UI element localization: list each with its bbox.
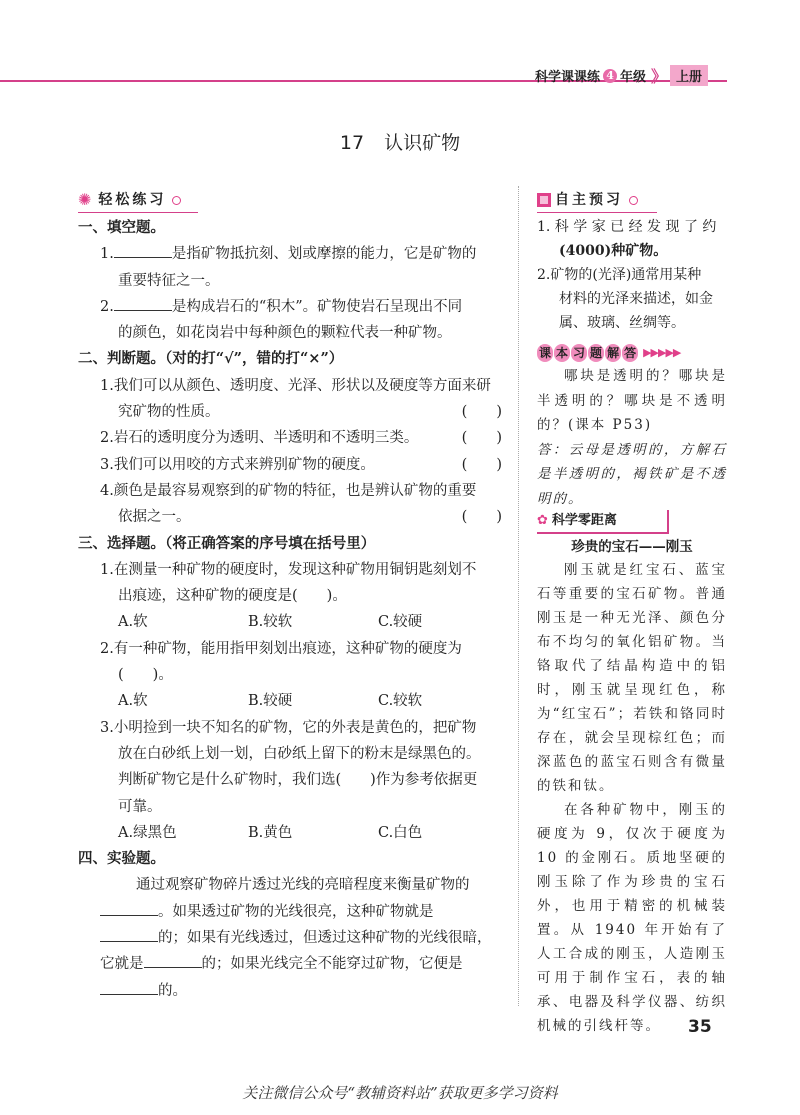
answer-paren[interactable]: ( ): [461, 430, 502, 447]
heading-fill: 一、填空题。: [78, 219, 165, 236]
grade-label: 年级: [620, 70, 647, 85]
banner-char: 解: [607, 346, 620, 361]
option-a[interactable]: A.绿黑色: [118, 824, 177, 841]
option-b[interactable]: B.黄色: [248, 824, 293, 841]
science-banner: [537, 510, 669, 534]
choice-q3-cont: 可靠。: [118, 798, 162, 815]
article-title: 珍贵的宝石——刚玉: [571, 539, 693, 555]
sunrise-book-icon: ✺: [78, 189, 95, 209]
answer-paren[interactable]: ( ): [461, 509, 502, 526]
option-c[interactable]: C.白色: [378, 824, 423, 841]
answer-blank[interactable]: [114, 294, 172, 311]
preview-2: 2.矿物的(光泽)通常用某种: [537, 267, 702, 283]
fill-q2: [78, 294, 508, 320]
answer-paren[interactable]: ( ): [461, 456, 502, 473]
footer-note: 关注微信公众号“教辅资料站”获取更多学习资料: [242, 1084, 558, 1102]
exp-line: 通过观察矿物碎片透过光线的亮暗程度来衡量矿物的: [136, 877, 470, 894]
grade-number: 4: [603, 69, 617, 83]
section-title: 自主预习: [555, 191, 623, 208]
lesson-number: 17: [339, 132, 365, 154]
preview-items: [537, 215, 727, 335]
lesson-title: 认识矿物: [384, 132, 461, 154]
preview-2-cont: 材料的光泽来描述，如金: [559, 291, 713, 307]
exp-line: [78, 925, 508, 951]
preview-block: [537, 188, 727, 335]
q-text-cont: 的颜色，如花岗岩中每种颜色的颗粒代表一种矿物。: [118, 325, 452, 342]
choice-q3-cont: 放在白砂纸上划一划，白砂纸上留下的粉末是绿黑色的。: [118, 745, 481, 762]
banner-char: 题: [590, 346, 603, 361]
judge-q4: 4.颜色是最容易观察到的矿物的特征，也是辨认矿物的重要: [100, 482, 477, 499]
section-title: 轻松练习: [98, 191, 167, 208]
circle-icon: [629, 196, 638, 205]
banner-char: 本: [556, 346, 569, 361]
chevron-icon: 》: [651, 67, 668, 86]
exp-text: 的；如果光线完全不能穿过矿物，它便是: [201, 956, 463, 973]
choice-q2-cont: ( )。: [118, 667, 173, 684]
circle-icon: [172, 196, 181, 205]
answer-blank[interactable]: [100, 978, 158, 995]
option-c[interactable]: C.较软: [378, 693, 423, 710]
banner-char: 习: [573, 346, 586, 361]
choice-q2: 2.有一种矿物，能用指甲刻划出痕迹，这种矿物的硬度为: [100, 640, 462, 657]
exp-text: 它就是: [100, 956, 144, 973]
page-number: 35: [688, 1017, 712, 1037]
q-text-cont: 重要特征之一。: [118, 272, 220, 289]
banner-char: 答: [624, 346, 637, 361]
q-num: 2.: [100, 298, 114, 315]
preview-1-cont: (4000)种矿物。: [559, 243, 668, 259]
heading-choice: 三、选择题。（将正确答案的序号填在括号里）: [78, 534, 376, 552]
exp-line: [78, 899, 508, 925]
column-divider: [518, 186, 519, 1006]
book-name: 科学课课练: [535, 70, 601, 85]
section-easy-practice: [78, 188, 198, 213]
option-b[interactable]: B.较软: [248, 614, 293, 631]
choice-q3-options: [78, 820, 508, 846]
preview-1: 1. 科 学 家 已 经 发 现 了 约: [537, 219, 717, 235]
q-text: 究矿物的性质。: [118, 404, 220, 421]
banner-char: 课: [539, 346, 552, 361]
fill-q1: [78, 241, 508, 267]
textbook-qa: [537, 364, 727, 511]
arrow-icons: ▶▶▶▶▶: [643, 346, 681, 359]
science-block: [537, 510, 727, 1038]
choice-q1-cont: 出痕迹，这种矿物的硬度是( )。: [118, 588, 347, 605]
judge-q1: 1.我们可以从颜色、透明度、光泽、形状以及硬度等方面来研: [100, 377, 491, 394]
choice-q3: 3.小明捡到一块不知名的矿物，它的外表是黄色的，把矿物: [100, 719, 477, 736]
section-preview: [537, 188, 657, 213]
answer-blank[interactable]: [100, 899, 158, 916]
banner-title: 科学零距离: [551, 512, 617, 528]
judge-q1-cont: [78, 399, 508, 425]
exp-text: 的；如果有光线透过，但透过这种矿物的光线很暗，: [158, 930, 492, 947]
running-header: [535, 64, 708, 87]
exp-text: 的。: [158, 982, 187, 999]
preview-2-cont: 属、玻璃、丝绸等。: [559, 315, 685, 331]
option-a[interactable]: A.软: [118, 693, 148, 710]
answer-blank[interactable]: [114, 241, 172, 258]
q-text: 3.我们可以用咬的方式来辨别矿物的硬度。: [100, 456, 375, 473]
page-title: [0, 128, 800, 155]
answer-blank[interactable]: [100, 925, 158, 942]
choice-q1: 1.在测量一种矿物的硬度时，发现这种矿物用铜钥匙刻划不: [100, 561, 477, 578]
judge-q2: [78, 425, 508, 451]
q-text: 依据之一。: [118, 509, 191, 526]
option-c[interactable]: C.较硬: [378, 614, 423, 631]
option-a[interactable]: A.软: [118, 614, 148, 631]
choice-q2-options: [78, 688, 508, 714]
q-text: 是构成岩石的“积木”。矿物使岩石呈现出不同: [171, 298, 463, 315]
article-paragraph: 刚玉就是红宝石、蓝宝石等重要的宝石矿物。普通刚玉是一种无光泽、颜色分布不均匀的氧化铝矿物。当铬取代了结晶构造中的铝时，刚玉就呈现红色，称为“红宝石”；若铁和铬同时存在，就会呈现棕红色；而深蓝色的蓝宝石则含有微量的铁和钛。: [537, 562, 727, 794]
volume-label: 上册: [670, 65, 708, 86]
q-num: 1.: [100, 246, 114, 263]
heading-experiment: 四、实验题。: [78, 850, 165, 868]
option-b[interactable]: B.较硬: [248, 693, 293, 710]
gift-icon: ✿: [537, 512, 548, 528]
textbook-answer: 答：云母是透明的，方解石是半透明的，褐铁矿是不透明的。: [537, 441, 727, 507]
answer-paren[interactable]: ( ): [461, 404, 502, 421]
textbook-answers-banner: [537, 340, 727, 366]
exp-line: [78, 978, 508, 1004]
q-text: 是指矿物抵抗刻、划或摩擦的能力，它是矿物的: [171, 246, 477, 263]
exp-text: 。如果透过矿物的光线很亮，这种矿物就是: [158, 903, 434, 920]
heading-judge: 二、判断题。（对的打“√”，错的打“×”）: [78, 350, 344, 368]
judge-q4-cont: [78, 504, 508, 530]
exercise-column: [78, 188, 508, 1004]
answer-blank[interactable]: [144, 951, 202, 968]
article-paragraph: 在各种矿物中，刚玉的硬度为 9，仅次于硬度为 10 的金刚石。质地坚硬的刚玉除了作为珍贵的宝石外，也用于精密的机械装置。从 1940 年开始有了人工合成的刚玉，人造刚玉可用于制作宝石，表的轴承、电器及科学仪器、纺织机械的引线杆等。: [537, 802, 727, 1034]
choice-q3-cont: 判断矿物它是什么矿物时，我们选( )作为参考依据更: [118, 772, 478, 789]
exp-line: [78, 951, 508, 977]
textbook-question: 哪块是透明的？哪块是半透明的？哪块是不透明的？(课本 P53): [537, 368, 727, 433]
q-text: 2.岩石的透明度分为透明、半透明和不透明三类。: [100, 430, 419, 447]
judge-q3: [78, 452, 508, 478]
square-icon: [537, 193, 551, 207]
choice-q1-options: [78, 609, 508, 635]
